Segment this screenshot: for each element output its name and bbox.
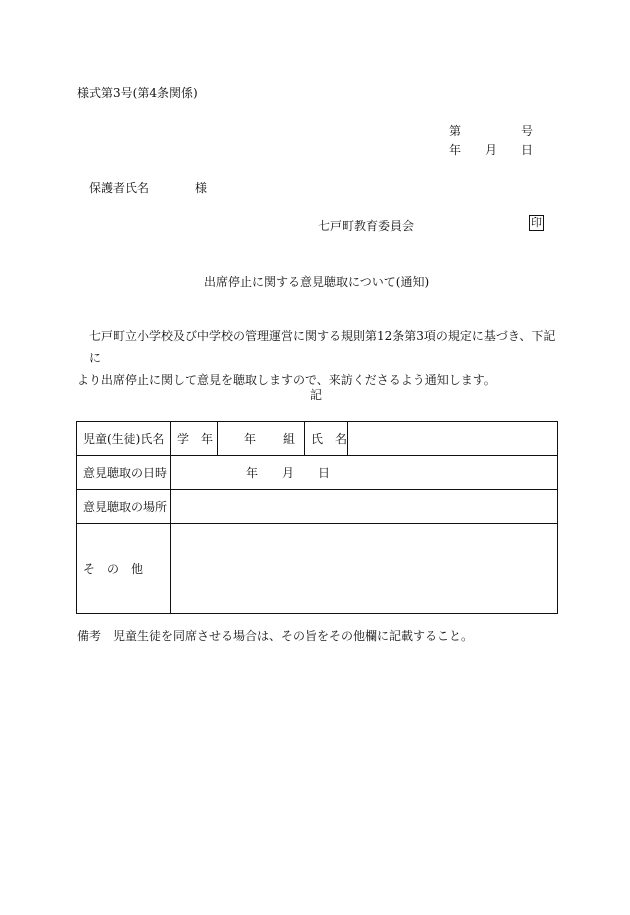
grade-nen: 年	[244, 432, 257, 446]
other-field[interactable]	[171, 524, 558, 614]
table-row-student	[77, 422, 558, 456]
form-number: 様式第3号(第4条関係)	[77, 86, 198, 100]
student-name-input[interactable]	[348, 422, 558, 456]
body-line-1: 七戸町立小学校及び中学校の管理運営に関する規則第12条第3項の規定に基づき、下記に	[89, 329, 556, 365]
details-table	[76, 421, 558, 614]
sender-name: 七戸町教育委員会	[318, 219, 415, 233]
guardian-name-label: 保護者氏名	[89, 181, 150, 195]
date-day: 日	[521, 143, 534, 157]
date-month: 月	[485, 143, 498, 157]
hearing-place-label: 意見聴取の場所	[77, 490, 171, 524]
ki-heading: 記	[310, 388, 323, 402]
hearing-datetime-label: 意見聴取の日時	[77, 456, 171, 490]
doc-number-prefix: 第	[449, 124, 462, 138]
table-row-other	[77, 524, 558, 614]
other-label: そ の 他	[77, 524, 171, 614]
body-line-2: より出席停止に関して意見を聴取しますので、来訪くださるよう通知します。	[77, 373, 496, 387]
document-title: 出席停止に関する意見聴取について(通知)	[204, 275, 430, 289]
hearing-day: 日	[318, 466, 331, 480]
table-row-place	[77, 490, 558, 524]
hearing-datetime-field[interactable]	[171, 456, 558, 490]
seal-stamp: 印	[531, 216, 542, 229]
grade-label: 学 年	[171, 422, 218, 456]
doc-number-suffix: 号	[521, 124, 534, 138]
grade-class-field[interactable]	[218, 422, 305, 456]
hearing-place-field[interactable]	[171, 490, 558, 524]
hearing-month: 月	[282, 466, 295, 480]
table-row-datetime	[77, 456, 558, 490]
remark: 備考 児童生徒を同席させる場合は、その旨をその他欄に記載すること。	[77, 629, 474, 643]
student-name-label: 児童(生徒)氏名	[77, 422, 171, 456]
date-year: 年	[449, 143, 462, 157]
student-name-field-label: 氏 名	[305, 422, 348, 456]
class-kumi: 組	[283, 432, 296, 446]
honorific: 様	[195, 181, 208, 195]
body-paragraph	[77, 325, 557, 391]
hearing-year: 年	[246, 466, 259, 480]
